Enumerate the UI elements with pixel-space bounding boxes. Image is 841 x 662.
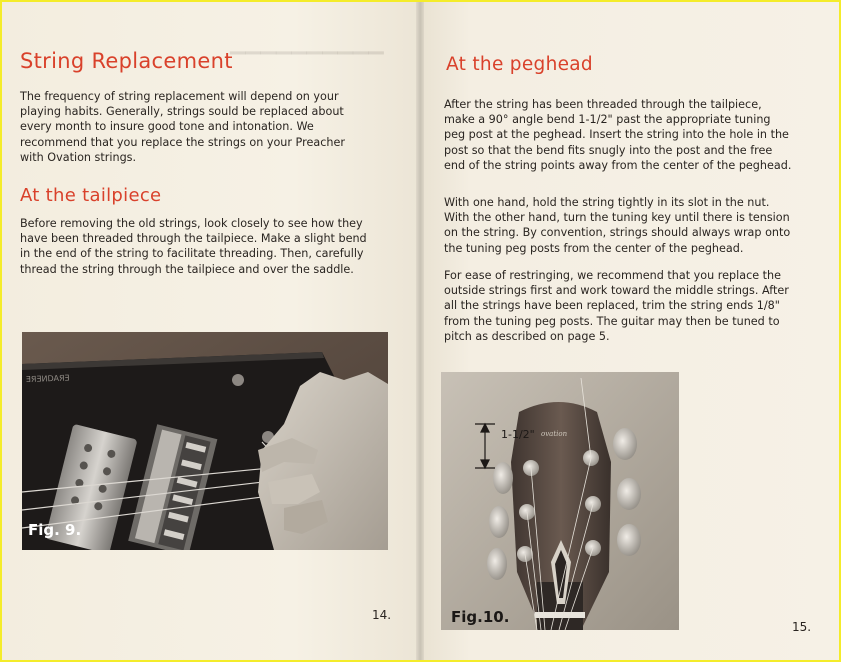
tailpiece-illustration [22, 332, 388, 550]
intro-paragraph: The frequency of string replacement will depend on your playing habits. Generally, strings sould be replaced about every month to insure good tone and intonation. We recommend that you replace the strings on your Preacher with Ovation strings. [20, 90, 345, 164]
figure-9-caption: Fig. 9. [28, 521, 82, 539]
svg-text:ƎЯƎИDAЯƎ: ƎЯƎИDAЯƎ [25, 373, 70, 384]
right-page [420, 2, 839, 660]
tailpiece-paragraph: Before removing the old strings, look closely to see how they have been threaded through the tailpiece. Make a slight bend in the end of the string to facilitate threading. Then, carefully thread the string through the tailpiece and over the saddle. [20, 217, 367, 276]
peghead-illustration [441, 372, 679, 630]
section-title-peghead: At the peghead [446, 54, 593, 75]
left-page [2, 2, 420, 660]
show-through-text: ▔▔▔▔▔▔▔▔▔▔ [230, 51, 384, 75]
figure-9-photo [22, 332, 388, 550]
peghead-paragraph-2: With one hand, hold the string tightly in its slot in the nut. With the other hand, turn the tuning key until there is tension on the string. By convention, strings should always wrap onto the tuning peg posts from the center of the peghead. [444, 196, 791, 255]
svg-text:ovation: ovation [541, 430, 568, 438]
figure-10-caption: Fig.10. [451, 608, 510, 626]
booklet-spread [2, 2, 839, 660]
peghead-paragraph-1: After the string has been threaded through the tailpiece, make a 90° angle bend 1-1/2" past the appropriate tuning peg post at the peghead. Insert the string into the hole in the post so that the bend fits snugly into the post and the free end of the string points away from the center of the peghead. [444, 98, 792, 172]
page-number-right: 15. [792, 620, 812, 634]
dimension-label: 1-1/2" [501, 428, 535, 441]
peghead-paragraph-3: For ease of restringing, we recommend that you replace the outside strings first and work toward the middle strings. After all the strings have been replaced, trim the string ends 1/8" from the tuning peg posts. The guitar may then be tuned to pitch as described on page 5. [444, 269, 789, 343]
page-title: String Replacement [20, 49, 233, 73]
book-spine [416, 2, 424, 660]
page-number-left: 14. [372, 608, 392, 622]
section-title-tailpiece: At the tailpiece [20, 185, 162, 206]
figure-10-photo [441, 372, 679, 630]
